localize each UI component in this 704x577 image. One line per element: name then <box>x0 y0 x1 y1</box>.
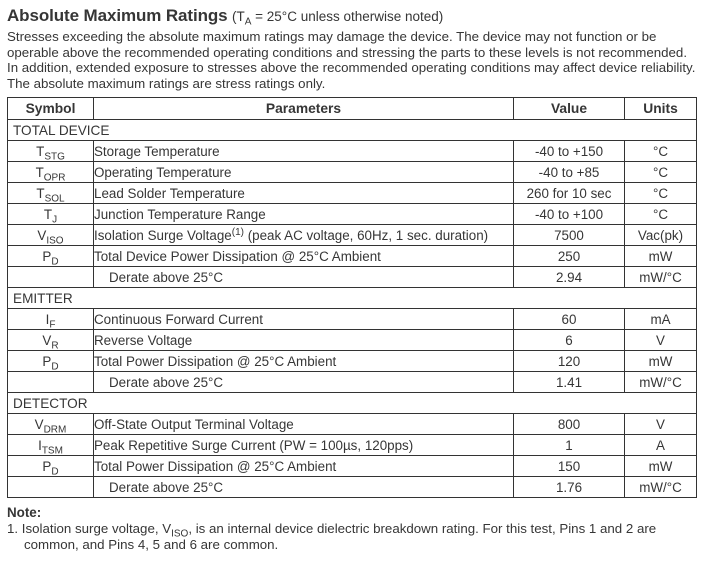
units-cell: °C <box>625 162 697 183</box>
table-row <box>8 351 697 372</box>
symbol-cell: $T_J$ <box>8 204 94 225</box>
section-label: DETECTOR <box>8 393 697 414</box>
value-cell: -40 to +85 <box>514 162 625 183</box>
parameter-cell: Operating Temperature <box>94 162 514 183</box>
section-label: EMITTER <box>8 288 697 309</box>
table-row <box>8 309 697 330</box>
value-cell: 120 <box>514 351 625 372</box>
column-header-units: Units <box>625 98 697 120</box>
absolute-maximum-ratings-table <box>7 97 697 498</box>
table-row-derate <box>8 267 697 288</box>
note-text-line: 1. Isolation surge voltage, $V_{ISO}$, is an internal device dielectric breakdown rating. For this test, Pins 1 and 2 are <box>7 521 657 541</box>
parameter-cell: Reverse Voltage <box>94 330 514 351</box>
symbol-cell: $P_D$ <box>8 351 94 372</box>
value-cell: -40 to +150 <box>514 141 625 162</box>
footnote-block <box>7 505 700 552</box>
table-row-derate <box>8 372 697 393</box>
value-cell: 1.76 <box>514 477 625 498</box>
symbol-cell: $T_{STG}$ <box>8 141 94 162</box>
units-cell: mA <box>625 309 697 330</box>
units-cell: °C <box>625 141 697 162</box>
column-header-symbol: Symbol <box>8 98 94 120</box>
section-heading <box>7 6 700 26</box>
parameter-cell: Storage Temperature <box>94 141 514 162</box>
section-row-total-device <box>8 120 697 141</box>
symbol-cell: $I_{TSM}$ <box>8 435 94 456</box>
table-row <box>8 246 697 267</box>
footnote-ref: (1) <box>231 226 244 238</box>
value-cell: 2.94 <box>514 267 625 288</box>
column-header-value: Value <box>514 98 625 120</box>
intro-line: Stresses exceeding the absolute maximum ratings may damage the device. The device may not function or be <box>7 29 657 44</box>
table-row <box>8 162 697 183</box>
units-cell: °C <box>625 204 697 225</box>
units-cell: V <box>625 414 697 435</box>
section-label: TOTAL DEVICE <box>8 120 697 141</box>
intro-line: The absolute maximum ratings are stress ratings only. <box>7 75 326 91</box>
intro-line: operable above the recommended operating conditions and stressing the parts to these levels is not recommended. <box>7 44 688 60</box>
parameter-cell: Lead Solder Temperature <box>94 183 514 204</box>
column-header-parameters: Parameters <box>94 98 514 120</box>
parameter-cell: Junction Temperature Range <box>94 204 514 225</box>
parameter-cell: Total Device Power Dissipation @ 25°C Ambient <box>94 246 514 267</box>
table-row <box>8 435 697 456</box>
table-row-derate <box>8 477 697 498</box>
symbol-cell-empty <box>8 477 94 498</box>
value-cell: 260 for 10 sec <box>514 183 625 204</box>
symbol-cell: $P_D$ <box>8 456 94 477</box>
units-cell: °C <box>625 183 697 204</box>
units-cell: mW <box>625 351 697 372</box>
intro-line: In addition, extended exposure to stresses above the recommended operating conditions may affect device reliability. <box>7 60 696 76</box>
table-row <box>8 141 697 162</box>
symbol-cell: $I_F$ <box>8 309 94 330</box>
table-row <box>8 225 697 246</box>
units-cell: A <box>625 435 697 456</box>
note-text-line: common, and Pins 4, 5 and 6 are common. <box>24 536 279 552</box>
value-cell: 800 <box>514 414 625 435</box>
value-cell: 1 <box>514 435 625 456</box>
units-cell: mW/°C <box>625 477 697 498</box>
table-row <box>8 183 697 204</box>
parameter-cell: Peak Repetitive Surge Current (PW = 100µs, 120pps) <box>94 435 514 456</box>
section-row-emitter <box>8 288 697 309</box>
units-cell: mW/°C <box>625 372 697 393</box>
value-cell: 6 <box>514 330 625 351</box>
value-cell: 1.41 <box>514 372 625 393</box>
parameter-cell: Derate above 25°C <box>94 372 514 393</box>
page-title: Absolute Maximum Ratings <box>7 6 228 25</box>
value-cell: -40 to +100 <box>514 204 625 225</box>
parameter-cell: Derate above 25°C <box>94 477 514 498</box>
intro-paragraph <box>7 29 700 91</box>
units-cell: mW <box>625 246 697 267</box>
value-cell: 60 <box>514 309 625 330</box>
parameter-cell: Continuous Forward Current <box>94 309 514 330</box>
parameter-cell: Derate above 25°C <box>94 267 514 288</box>
symbol-cell: $V_R$ <box>8 330 94 351</box>
symbol-cell: $V_{ISO}$ <box>8 225 94 246</box>
symbol-cell-empty <box>8 267 94 288</box>
units-cell: Vac(pk) <box>625 225 697 246</box>
symbol-cell: $V_{DRM}$ <box>8 414 94 435</box>
units-cell: mW/°C <box>625 267 697 288</box>
parameter-cell: Off-State Output Terminal Voltage <box>94 414 514 435</box>
parameter-cell: Isolation Surge Voltage$^{(1)}$ (peak AC voltage, 60Hz, 1 sec. duration) <box>94 225 514 246</box>
parameter-cell: Total Power Dissipation @ 25°C Ambient <box>94 351 514 372</box>
units-cell: V <box>625 330 697 351</box>
table-row <box>8 414 697 435</box>
table-row <box>8 204 697 225</box>
symbol-cell-empty <box>8 372 94 393</box>
symbol-cell: $T_{OPR}$ <box>8 162 94 183</box>
units-cell: mW <box>625 456 697 477</box>
table-row <box>8 330 697 351</box>
value-cell: 250 <box>514 246 625 267</box>
title-condition: ($T_A = 25^\circ C$ unless otherwise noted) <box>231 9 444 28</box>
section-row-detector <box>8 393 697 414</box>
parameter-cell: Total Power Dissipation @ 25°C Ambient <box>94 456 514 477</box>
value-cell: 7500 <box>514 225 625 246</box>
note-label: Note: <box>7 505 42 521</box>
symbol-cell: $P_D$ <box>8 246 94 267</box>
table-row <box>8 456 697 477</box>
symbol-cell: $T_{SOL}$ <box>8 183 94 204</box>
value-cell: 150 <box>514 456 625 477</box>
table-header-row <box>8 98 697 120</box>
